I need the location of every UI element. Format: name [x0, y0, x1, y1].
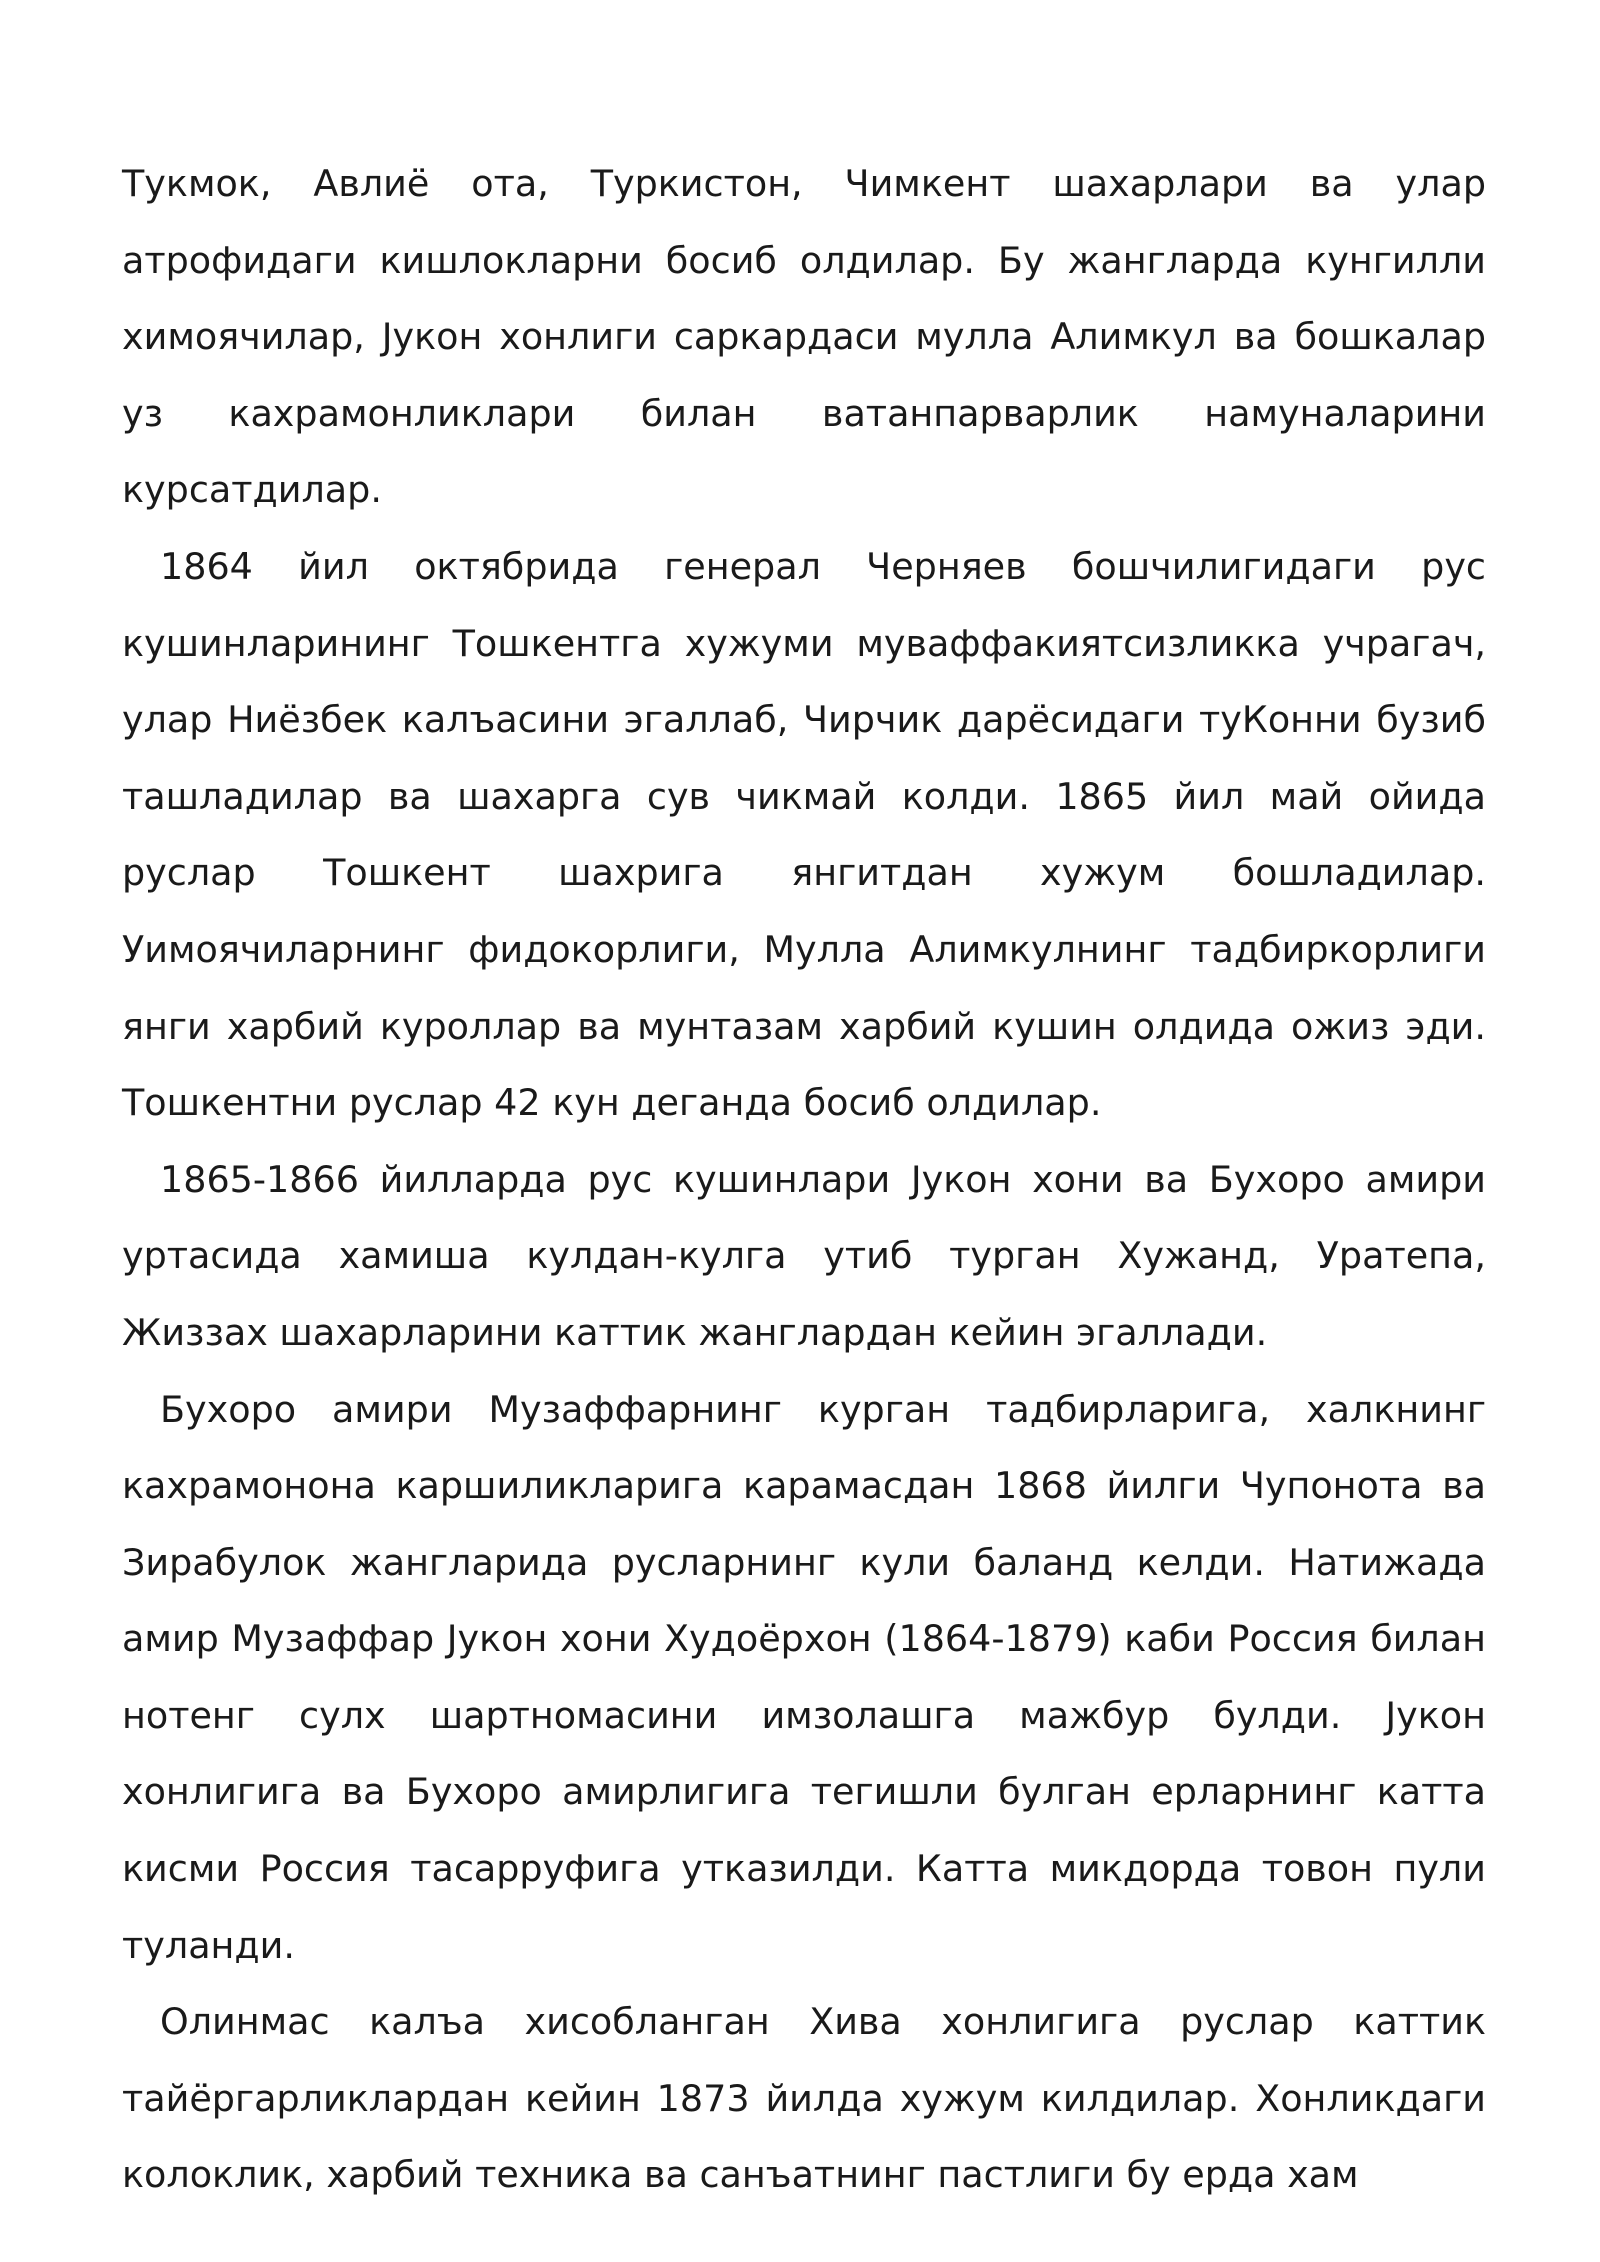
paragraph-3: 1865-1866 йилларда рус кушинлари Jукон хони ва Бухоро амири уртасида хамиша кулдан-кулга утиб турган Хужанд, Уратепа, Жиззах шахарларини каттик жанглардан кейин эгаллади. — [122, 1157, 1486, 1354]
paragraph-5: Олинмас калъа хисобланган Хива хонлигига руслар каттик тайёргарликлардан кейин 1873 йилда хужум килдилар. Хонликдаги колоклик, харбий техника ва санъатнинг пастлиги бу ерда хам — [122, 2000, 1486, 2197]
paragraph-4: Бухоро амири Музаффарнинг курган тадбирларига, халкнинг кахрамонона каршиликларига карамасдан 1868 йилги Чупонота ва Зирабулок жангларида русларнинг кули баланд келди. Натижада амир Музаффар Jукон хони Худоёрхон (1864-1879) каби Россия билан нотенг сулх шартномасини имзолашга мажбур булди. Jукон хонлигига ва Бухоро амирлигига тегишли булган ерларнинг катта кисми Россия тасарруфига утказилди. Катта микдорда товон пули туланди. — [122, 1387, 1486, 1967]
paragraph-1: Тукмок, Авлиё ота, Туркистон, Чимкент шахарлари ва улар атрофидаги кишлокларни босиб олдилар. Бу жангларда кунгилли химоячилар, Jукон хонлиги саркардаси мулла Алимкул ва бошкалар уз кахрамонликлари билан ватанпарварлик намуналарини курсатдилар. — [122, 162, 1486, 512]
body-text — [122, 146, 1486, 2214]
paragraph-2: 1864 йил октябрида генерал Черняев бошчилигидаги рус кушинларининг Тошкентга хужуми муваффакиятсизликка учрагач, улар Ниёзбек калъасини эгаллаб, Чирчик дарёсидаги туКонни бузиб ташладилар ва шахарга сув чикмай колди. 1865 йил май ойида руслар Тошкент шахрига янгитдан хужум бошладилар. Уимоячиларнинг фидокорлиги, Мулла Алимкулнинг тадбиркорлиги янги харбий куроллар ва мунтазам харбий кушин олдида ожиз эди. Тошкентни руслар 42 кун деганда босиб олдилар. — [122, 544, 1486, 1125]
